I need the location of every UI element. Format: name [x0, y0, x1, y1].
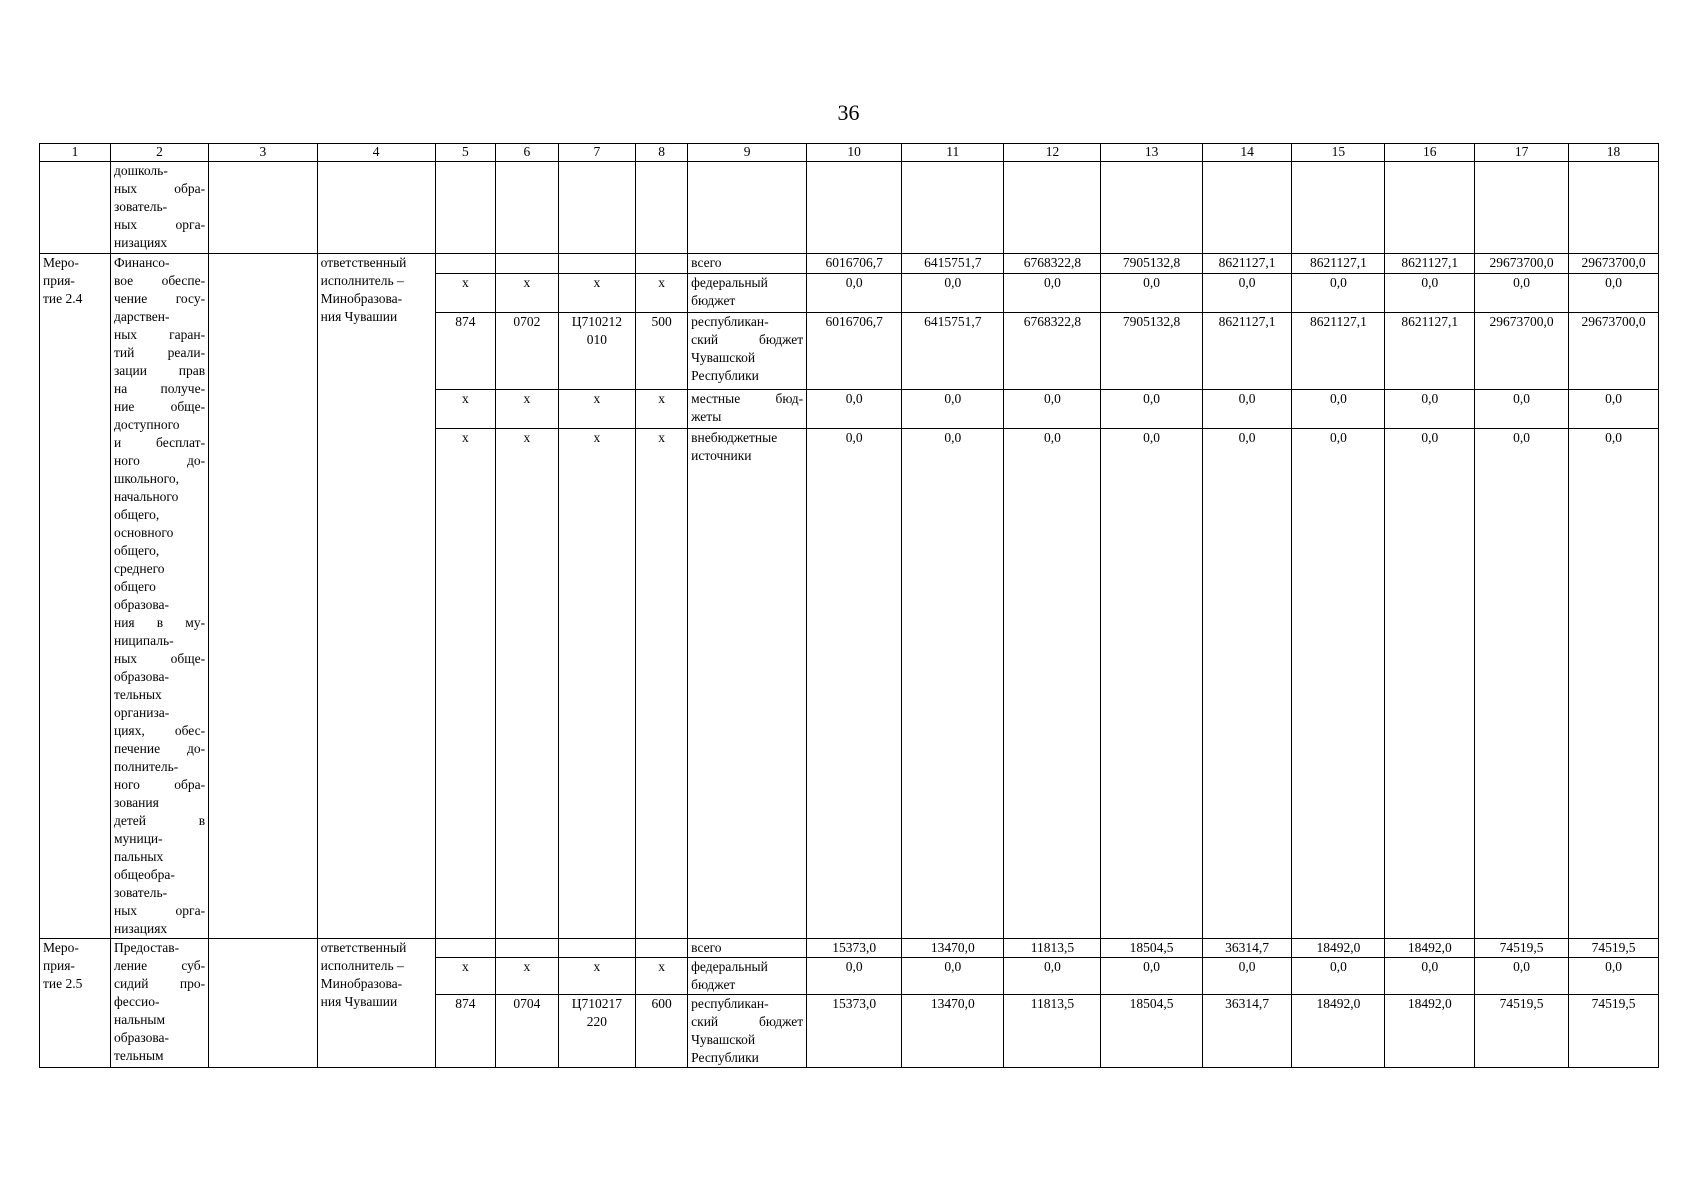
table-cell: [807, 162, 902, 254]
responsible-executor: ответственный исполнитель – Минобразова- ния Чувашии: [317, 254, 435, 429]
column-header: 17: [1475, 144, 1569, 162]
activity-title: Предостав- ление суб- сидий про- фессио- нальным образова- тельным: [110, 939, 208, 1068]
funding-value: 18504,5: [1101, 995, 1202, 1068]
funding-value: 0,0: [807, 958, 902, 995]
expense-type-code: 600: [635, 995, 687, 1068]
column-header: 12: [1004, 144, 1101, 162]
funding-value: 0,0: [1101, 274, 1202, 313]
funding-value: 29673700,0: [1475, 313, 1569, 390]
funding-value: 11813,5: [1004, 939, 1101, 958]
expense-type-code: [635, 939, 687, 958]
grbs-code: x: [435, 274, 496, 313]
target-article-code: x: [558, 429, 635, 939]
funding-value: 0,0: [1004, 390, 1101, 429]
funding-value: 15373,0: [807, 995, 902, 1068]
funding-value: 8621127,1: [1202, 254, 1292, 274]
column-header: 11: [902, 144, 1004, 162]
funding-value: 18492,0: [1385, 939, 1475, 958]
table-cell: [40, 162, 111, 254]
funding-value: 8621127,1: [1385, 313, 1475, 390]
expense-type-code: [635, 254, 687, 274]
column-header: 5: [435, 144, 496, 162]
target-article-code: x: [558, 958, 635, 995]
responsible-executor: ответственный исполнитель – Минобразова- ния Чувашии: [317, 939, 435, 1068]
funding-value: 36314,7: [1202, 995, 1292, 1068]
funding-value: 6016706,7: [807, 254, 902, 274]
funding-value: 29673700,0: [1569, 313, 1659, 390]
expense-type-code: 500: [635, 313, 687, 390]
funding-source: федеральный бюджет: [688, 958, 807, 995]
table-cell: [1101, 162, 1202, 254]
funding-value: 6415751,7: [902, 254, 1004, 274]
section-code: 0704: [496, 995, 559, 1068]
funding-value: 0,0: [1385, 429, 1475, 939]
expense-type-code: x: [635, 429, 687, 939]
funding-value: 6768322,8: [1004, 313, 1101, 390]
funding-value: 0,0: [807, 274, 902, 313]
column-header: 13: [1101, 144, 1202, 162]
column-header: 3: [209, 144, 318, 162]
funding-value: 0,0: [807, 390, 902, 429]
funding-value: 0,0: [1202, 390, 1292, 429]
table-cell: [209, 162, 318, 254]
column-header: 8: [635, 144, 687, 162]
funding-source: всего: [688, 939, 807, 958]
budget-table: [39, 143, 1659, 1068]
funding-value: 13470,0: [902, 939, 1004, 958]
funding-value: 0,0: [1385, 274, 1475, 313]
funding-value: 0,0: [1202, 958, 1292, 995]
target-article-code: Ц710212 010: [558, 313, 635, 390]
funding-value: 0,0: [902, 958, 1004, 995]
expense-type-code: x: [635, 390, 687, 429]
table-cell: [635, 162, 687, 254]
table-row: [40, 254, 1659, 274]
activity-number: Меро- прия- тие 2.5: [40, 939, 111, 1068]
column-header: 7: [558, 144, 635, 162]
column-header: 14: [1202, 144, 1292, 162]
funding-value: 0,0: [807, 429, 902, 939]
section-code: 0702: [496, 313, 559, 390]
funding-value: 8621127,1: [1292, 254, 1385, 274]
column-header: 2: [110, 144, 208, 162]
funding-value: 0,0: [1202, 274, 1292, 313]
funding-value: 74519,5: [1475, 939, 1569, 958]
table-cell: [317, 162, 435, 254]
table-cell: [558, 162, 635, 254]
funding-value: 0,0: [1569, 390, 1659, 429]
funding-value: 0,0: [902, 390, 1004, 429]
funding-value: 8621127,1: [1292, 313, 1385, 390]
page-number: 36: [837, 100, 860, 125]
funding-value: 18492,0: [1292, 939, 1385, 958]
target-article-code: Ц710217 220: [558, 995, 635, 1068]
funding-value: 0,0: [1475, 429, 1569, 939]
funding-value: 7905132,8: [1101, 313, 1202, 390]
funding-value: 8621127,1: [1202, 313, 1292, 390]
funding-value: 0,0: [902, 429, 1004, 939]
section-code: x: [496, 390, 559, 429]
funding-source: республикан- ский бюджет Чувашской Республики: [688, 313, 807, 390]
column-header: 9: [688, 144, 807, 162]
table-cell: [688, 162, 807, 254]
funding-value: 0,0: [1292, 390, 1385, 429]
table-cell: [1202, 162, 1292, 254]
column-header: 18: [1569, 144, 1659, 162]
funding-value: 6016706,7: [807, 313, 902, 390]
table-cell: [1569, 162, 1659, 254]
section-code: x: [496, 958, 559, 995]
funding-value: 11813,5: [1004, 995, 1101, 1068]
grbs-code: x: [435, 958, 496, 995]
funding-value: 7905132,8: [1101, 254, 1202, 274]
funding-source: местные бюд- жеты: [688, 390, 807, 429]
column-header: 6: [496, 144, 559, 162]
activity-number: Меро- прия- тие 2.4: [40, 254, 111, 939]
funding-value: 0,0: [1004, 274, 1101, 313]
grbs-code: 874: [435, 313, 496, 390]
funding-value: 0,0: [1101, 390, 1202, 429]
funding-value: 6768322,8: [1004, 254, 1101, 274]
funding-value: 0,0: [1292, 274, 1385, 313]
expense-type-code: x: [635, 274, 687, 313]
funding-value: 74519,5: [1569, 995, 1659, 1068]
section-code: x: [496, 429, 559, 939]
table-cell: [209, 254, 318, 939]
column-header: 10: [807, 144, 902, 162]
funding-value: 0,0: [1004, 958, 1101, 995]
funding-value: 0,0: [1292, 958, 1385, 995]
grbs-code: x: [435, 390, 496, 429]
funding-value: 0,0: [1004, 429, 1101, 939]
funding-value: 0,0: [1569, 274, 1659, 313]
activity-title-continued: дошколь- ных обра- зователь- ных орга- низациях: [110, 162, 208, 254]
section-code: [496, 254, 559, 274]
funding-value: 18492,0: [1292, 995, 1385, 1068]
funding-value: 0,0: [1101, 958, 1202, 995]
table-cell: [496, 162, 559, 254]
column-header: 1: [40, 144, 111, 162]
target-article-code: [558, 254, 635, 274]
funding-value: 15373,0: [807, 939, 902, 958]
funding-value: 0,0: [1292, 429, 1385, 939]
activity-title: Финансо- вое обеспе- чение госу- дарствен- ных гаран- тий реали- зации прав на получе- ние обще- доступного и бесплат- ного до- школьного, начального общего, основного общего, среднего общего образова- ния в му- ниципаль- ных обще- образова- тельных организа- циях, обес- печение до- полнитель- ного обра- зования детей в муници- пальных общеобра- зователь- ных орга- низациях: [110, 254, 208, 939]
funding-value: 18504,5: [1101, 939, 1202, 958]
grbs-code: 874: [435, 995, 496, 1068]
funding-value: 6415751,7: [902, 313, 1004, 390]
column-header: 16: [1385, 144, 1475, 162]
funding-source: республикан- ский бюджет Чувашской Республики: [688, 995, 807, 1068]
funding-value: 29673700,0: [1475, 254, 1569, 274]
funding-value: 0,0: [1475, 274, 1569, 313]
funding-value: 0,0: [902, 274, 1004, 313]
funding-value: 0,0: [1385, 958, 1475, 995]
funding-source: всего: [688, 254, 807, 274]
funding-value: 0,0: [1101, 429, 1202, 939]
funding-value: 0,0: [1569, 429, 1659, 939]
grbs-code: [435, 939, 496, 958]
section-code: [496, 939, 559, 958]
funding-value: 74519,5: [1475, 995, 1569, 1068]
funding-value: 0,0: [1475, 958, 1569, 995]
target-article-code: [558, 939, 635, 958]
continuation-row: [40, 162, 1659, 254]
target-article-code: x: [558, 274, 635, 313]
target-article-code: x: [558, 390, 635, 429]
table-cell: [1004, 162, 1101, 254]
funding-value: 0,0: [1202, 429, 1292, 939]
funding-value: 29673700,0: [1569, 254, 1659, 274]
funding-value: 13470,0: [902, 995, 1004, 1068]
grbs-code: [435, 254, 496, 274]
funding-source: внебюджетные источники: [688, 429, 807, 939]
table-cell: [317, 429, 435, 939]
column-number-row: [40, 144, 1659, 162]
funding-value: 36314,7: [1202, 939, 1292, 958]
table-cell: [209, 939, 318, 1068]
funding-source: федеральный бюджет: [688, 274, 807, 313]
table-cell: [1385, 162, 1475, 254]
funding-value: 0,0: [1569, 958, 1659, 995]
funding-value: 0,0: [1385, 390, 1475, 429]
funding-value: 18492,0: [1385, 995, 1475, 1068]
table-row: [40, 939, 1659, 958]
section-code: x: [496, 274, 559, 313]
table-cell: [1292, 162, 1385, 254]
column-header: 4: [317, 144, 435, 162]
grbs-code: x: [435, 429, 496, 939]
funding-value: 0,0: [1475, 390, 1569, 429]
table-cell: [435, 162, 496, 254]
table-cell: [902, 162, 1004, 254]
funding-value: 74519,5: [1569, 939, 1659, 958]
table-cell: [1475, 162, 1569, 254]
funding-value: 8621127,1: [1385, 254, 1475, 274]
column-header: 15: [1292, 144, 1385, 162]
expense-type-code: x: [635, 958, 687, 995]
